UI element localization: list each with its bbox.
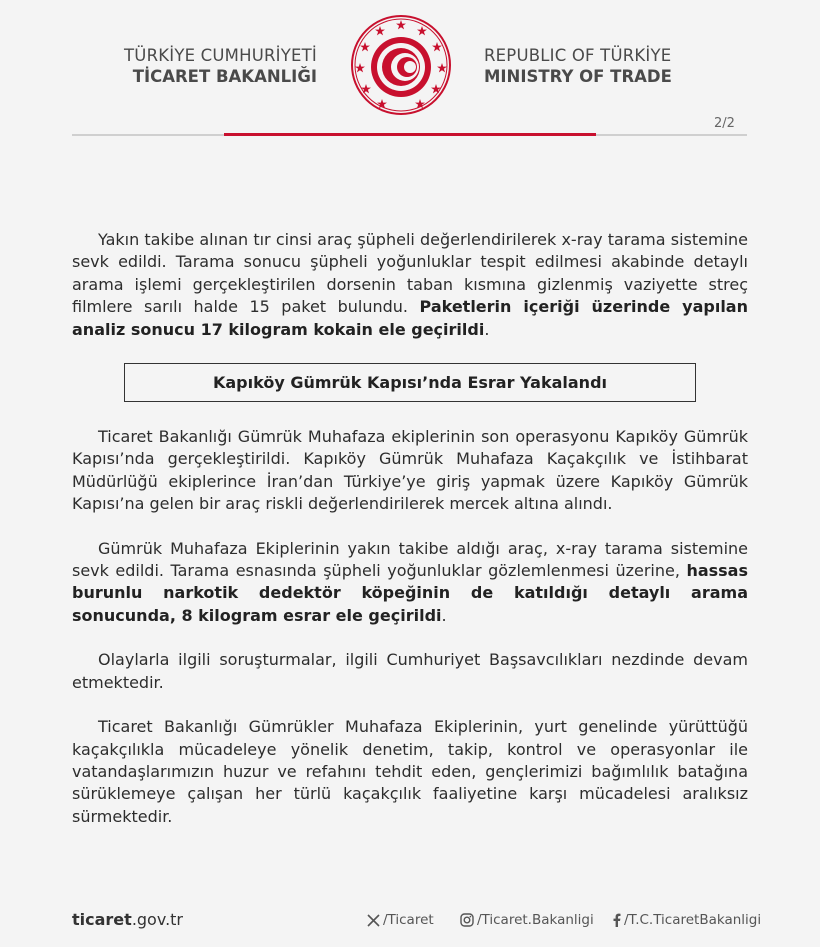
paragraph-1-bold: Paketlerin içeriği üzerinde yapılan analiz sonucu 17 kilogram kokain ele geçirildi: [72, 297, 748, 339]
header-republic-tr: TÜRKİYE CUMHURİYETİ: [124, 46, 317, 65]
facebook-social-link[interactable]: [612, 912, 761, 928]
page-number: 2/2: [714, 116, 735, 131]
header-right-title: [484, 46, 672, 87]
paragraph-1-text: Yakın takibe alınan tır cinsi araç şüpheli değerlendirilerek x-ray tarama sistemine sevk edildi. Tarama sonucu şüpheli yoğunluklar tespit edilmesi akabinde detaylı arama işlemi gerçekleştirilen dorsenin taban kısmına gizlenmiş vaziyette streç filmlere sarılı halde 15 paket bulundu.: [72, 230, 748, 317]
header-republic-en: REPUBLIC OF TÜRKİYE: [484, 46, 672, 65]
website-domain-bold: ticaret: [72, 910, 132, 929]
paragraph-2: Ticaret Bakanlığı Gümrük Muhafaza ekiplerinin son operasyonu Kapıköy Gümrük Kapısı’nda gerçekleştirildi. Kapıköy Gümrük Muhafaza Kaçakçılık ve İstihbarat Müdürlüğü ekiplerince İran’dan Türkiye’ye giriş yapmak üzere Kapıköy Gümrük Kapısı’na gelen bir araç riskli değerlendirilerek mercek altına alındı.: [72, 427, 748, 514]
section-title-box: [124, 363, 696, 402]
paragraph-4: Olaylarla ilgili soruşturmalar, ilgili Cumhuriyet Başsavcılıkları nezdinde devam etmektedir.: [72, 650, 748, 692]
x-handle: /Ticaret: [383, 912, 434, 928]
x-logo-icon: [367, 914, 380, 927]
header-ministry-tr: TİCARET BAKANLIĞI: [132, 67, 317, 86]
website-domain-rest: .gov.tr: [131, 910, 184, 929]
paragraph-1: [72, 229, 748, 341]
instagram-logo-icon: [460, 913, 474, 927]
paragraph-3-end: .: [441, 605, 447, 625]
ministry-seal-icon: [350, 14, 452, 116]
paragraph-5: Ticaret Bakanlığı Gümrükler Muhafaza Ekiplerinin, yurt genelinde yürüttüğü kaçakçılıkla mücadeleye yönelik denetim, takip, kontrol ve operasyonlar ile vatandaşlarımızın huzur ve refahını tehdit eden, gençlerimizi bağımlılık batağına sürüklemeye çalışan her türlü kaçakçılık faaliyetine karşı mücadelesi aralıksız sürmektedir.: [72, 717, 748, 826]
paragraph-1-end: .: [484, 319, 490, 339]
facebook-handle: /T.C.TicaretBakanligi: [624, 912, 762, 928]
paragraph-3-bold: hassas burunlu narkotik dedektör köpeğinin de katıldığı detaylı arama sonucunda, 8 kilogram esrar ele geçirildi: [72, 561, 748, 625]
document-body: [72, 229, 748, 828]
header-divider-accent: [224, 133, 596, 136]
header-ministry-en: MINISTRY OF TRADE: [484, 67, 672, 86]
x-social-link[interactable]: [367, 912, 434, 928]
instagram-social-link[interactable]: [460, 912, 594, 928]
paragraph-3: [72, 538, 748, 628]
header-left-title: [124, 46, 317, 87]
website-link[interactable]: [72, 910, 183, 929]
letterhead: [0, 0, 820, 140]
facebook-logo-icon: [612, 913, 621, 927]
instagram-handle: /Ticaret.Bakanligi: [477, 912, 594, 928]
footer: [0, 905, 820, 935]
section-title: Kapıköy Gümrük Kapısı’nda Esrar Yakalandı: [212, 373, 607, 393]
paragraph-3-text: Gümrük Muhafaza Ekiplerinin yakın takibe aldığı araç, x-ray tarama sistemine sevk edildi. Tarama esnasında şüpheli yoğunluklar gözlemlenmesi üzerine,: [72, 538, 748, 581]
